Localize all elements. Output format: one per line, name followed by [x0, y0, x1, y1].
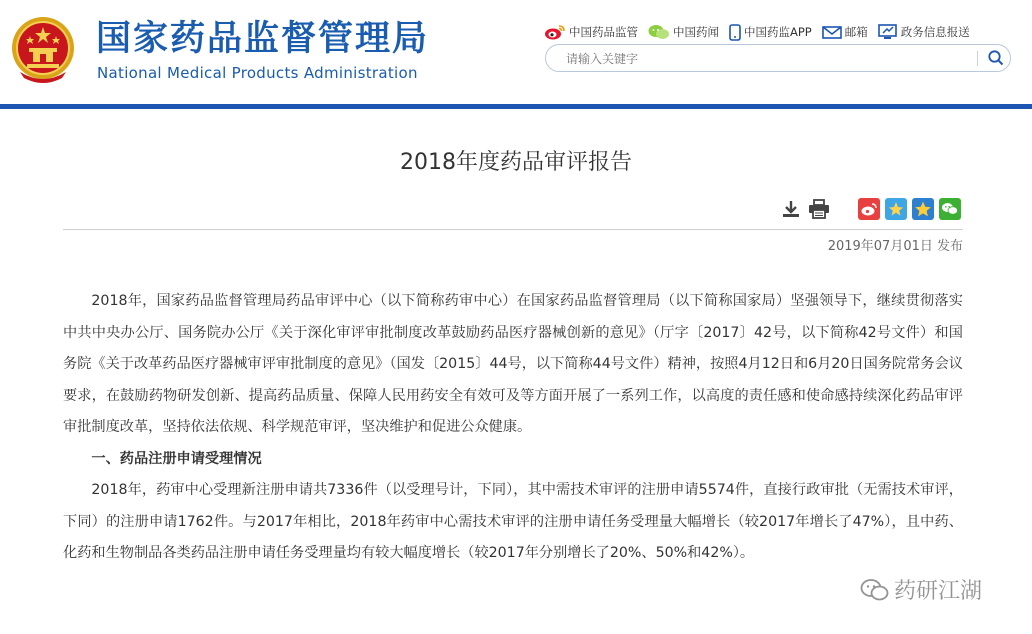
link-report[interactable] [878, 24, 970, 40]
print-button[interactable] [808, 198, 830, 220]
download-button[interactable] [780, 198, 802, 220]
section-heading: 一、药品注册申请受理情况 [91, 450, 262, 467]
header-divider [0, 104, 1032, 109]
share-wechat-button[interactable] [939, 198, 961, 220]
watermark [860, 574, 982, 605]
search-icon[interactable] [987, 49, 1005, 67]
search-box [545, 44, 1011, 72]
share-qzone-button[interactable] [885, 198, 907, 220]
link-mail-label: 邮箱 [844, 25, 868, 39]
weibo-icon [544, 24, 566, 40]
article-paragraph: 2018年，药审中心受理新注册申请共7336件（以受理号计，下同），其中需技术审评的注册申请5574件，直接行政审批（无需技术审评，下同）的注册申请1762件。与2017年相比，2018年药审中心需技术审评的注册申请任务受理量大幅增长（较2017年增长了47%），且中药、化药和生物制品各类药品注册申请任务受理量均有较大幅度增长（较2017年分别增长了20%、50%和42%）。 [63, 482, 963, 561]
article-body [63, 286, 963, 570]
mobile-app-icon [729, 24, 741, 41]
link-app[interactable] [729, 24, 812, 41]
download-icon [781, 199, 801, 219]
article-toolbar [780, 198, 966, 220]
mail-icon [822, 25, 842, 40]
link-weibo[interactable] [544, 24, 638, 40]
share-weibo-button[interactable] [858, 198, 880, 220]
site-title-cn: 国家药品监督管理局 [96, 19, 430, 59]
national-emblem-icon [10, 14, 76, 84]
link-report-label: 政务信息报送 [900, 25, 970, 39]
wechat-icon [648, 24, 670, 40]
qzone-icon [887, 200, 905, 218]
link-weibo-label: 中国药品监管 [569, 25, 638, 39]
star-icon [914, 200, 932, 218]
link-wechat[interactable] [648, 24, 719, 40]
article-paragraph: 2018年，国家药品监督管理局药品审评中心（以下简称药审中心）在国家药品监督管理局（以下简称国家局）坚强领导下，继续贯彻落实中共中央办公厅、国务院办公厅《关于深化审评审批制度改革鼓励药品医疗器械创新的意见》（厅字〔2017〕42号，以下简称42号文件）和国务院《关于改革药品医疗器械审评审批制度的意见》（国发〔2015〕44号，以下简称44号文件）精神，按照4月12日和6月20日国务院常务会议要求，在鼓励药物研发创新、提高药品质量、保障人民用药安全有效可及等方面开展了一系列工作，以高度的责任感和使命感持续深化药品审评审批制度改革，坚持依法依规、科学规范审评，坚决维护和促进公众健康。 [63, 293, 963, 435]
printer-icon [808, 199, 830, 219]
link-wechat-label: 中国药闻 [673, 25, 719, 39]
link-mail[interactable] [822, 24, 868, 40]
search-divider [977, 51, 978, 66]
site-header [0, 0, 1032, 104]
report-icon [878, 24, 898, 40]
wechat-icon [860, 578, 890, 602]
publish-date: 2019年07月01日 发布 [827, 239, 963, 254]
search-input[interactable] [564, 48, 968, 70]
page-title: 2018年度药品审评报告 [400, 150, 632, 175]
top-links [544, 22, 970, 42]
wechat-icon [941, 201, 959, 217]
watermark-text: 药研江湖 [894, 579, 983, 604]
share-qq-button[interactable] [912, 198, 934, 220]
weibo-icon [860, 201, 878, 217]
link-app-label: 中国药监APP [744, 25, 812, 39]
site-title-en: National Medical Products Administration [97, 64, 418, 82]
title-divider [63, 229, 963, 230]
